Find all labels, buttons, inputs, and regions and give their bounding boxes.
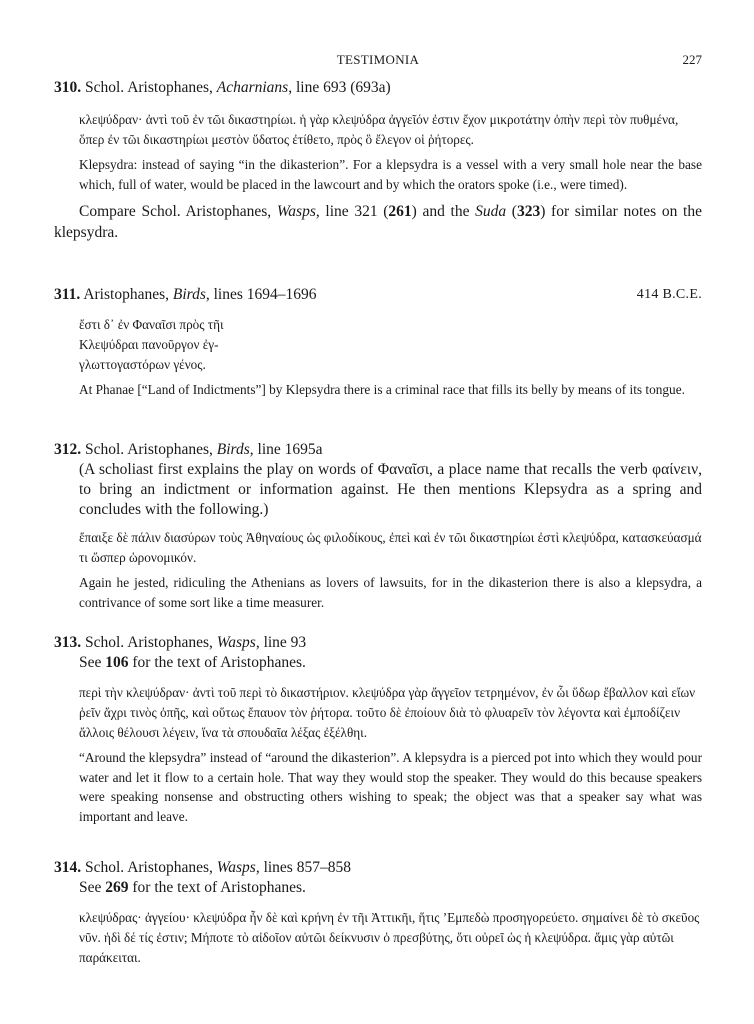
verse-line: ἔστι δ᾽ ἐν Φαναῖσι πρὸς τῆι xyxy=(79,317,224,332)
compare-text: ( xyxy=(506,203,517,220)
cross-reference: 269 xyxy=(105,879,129,896)
see-reference xyxy=(54,653,702,673)
entry-number: 314. xyxy=(54,859,82,876)
verse-line: Κλεψύδραι πανοῦργον ἐγ- xyxy=(79,337,219,352)
entry-heading xyxy=(54,633,702,653)
compare-text: Compare Schol. Aristophanes, xyxy=(79,203,277,220)
work-title: Birds xyxy=(216,441,250,458)
entry-title-suffix: , line 93 xyxy=(255,634,307,651)
translation-text: “Around the klepsydra” instead of “around the dikasterion”. A klepsydra is a pierced pot into which they would pour water and let it flow to a certain hole. That way they would stop the speaker. They would do this because speakers were speaking nonsense and obstructing others wishing to speak; the object was that a speaker say what was important and leave. xyxy=(79,750,702,824)
cross-reference: 106 xyxy=(105,654,129,671)
see-reference xyxy=(54,878,702,898)
work-title: Suda xyxy=(475,203,507,220)
greek-text: ἔπαιξε δὲ πάλιν διασύρων τοὺς Ἀθηναίους ὡς φιλοδίκους, ἐπεὶ καὶ ἐν τῶι δικαστηρίωι ἐστὶ κλεψύδρα, κατασκεύασμά τι ὥσπερ ὡρονομικόν. xyxy=(79,530,702,565)
entry-title-suffix: , lines 857–858 xyxy=(255,859,351,876)
editorial-note: (A scholiast first explains the play on words of Φαναῖσι, a place name that recalls the verb φαίνειν, to bring an indictment or information against. He then mentions Klepsydra as a spring and concludes with the following.) xyxy=(79,461,702,518)
entry-number: 311. xyxy=(54,286,81,303)
document-page xyxy=(54,0,702,1024)
entry-314 xyxy=(54,858,702,968)
work-title: Wasps xyxy=(216,634,256,651)
entry-heading xyxy=(54,78,702,98)
entry-310 xyxy=(54,78,702,243)
entry-312 xyxy=(54,440,702,612)
translation-text: Again he jested, ridiculing the Athenians as lovers of lawsuits, for in the dikasterion there is also a klepsydra, a contrivance of some sort like a time measurer. xyxy=(79,575,702,610)
entry-number: 310. xyxy=(54,79,82,96)
entry-heading xyxy=(54,858,702,878)
compare-text: , line 321 ( xyxy=(315,203,389,220)
work-title: Birds xyxy=(172,286,206,303)
running-head xyxy=(54,52,702,70)
greek-text: κλεψύδραν· ἀντὶ τοῦ ἐν τῶι δικαστηρίωι. ἡ γὰρ κλεψύδρα ἀγγεῖόν ἐστιν ἔχον μικροτάτην ὀπὴν περὶ τὸν πυθμένα, ὅπερ ἐν τῶι δικαστηρίωι μεστὸν ὕδατος ἐτίθετο, πρὸς ὃ ἔλεγον οἱ ῥήτορες. xyxy=(79,112,679,147)
entry-number: 312. xyxy=(54,441,82,458)
entry-heading xyxy=(54,440,702,460)
greek-verse xyxy=(54,315,702,375)
entry-311 xyxy=(54,285,702,400)
cross-reference: 261 xyxy=(388,203,412,220)
entry-title-prefix: Schol. Aristophanes, xyxy=(85,634,217,651)
compare-text: ) for similar notes on the klepsydra. xyxy=(54,203,702,241)
entry-title-suffix: , line 1695a xyxy=(249,441,323,458)
entry-title-prefix: Aristophanes, xyxy=(83,286,173,303)
entry-title-prefix: Schol. Aristophanes, xyxy=(85,79,217,96)
see-text: See xyxy=(79,879,106,896)
running-title: TESTIMONIA xyxy=(336,52,420,67)
work-title: Wasps xyxy=(216,859,256,876)
work-title: Acharnians xyxy=(216,79,289,96)
translation-text: At Phanae [“Land of Indictments”] by Klepsydra there is a criminal race that fills its belly by means of its tongue. xyxy=(79,382,685,397)
verse-line: γλωττογαστόρων γένος. xyxy=(79,357,206,372)
entry-title-suffix: , lines 1694–1696 xyxy=(205,286,317,303)
compare-note xyxy=(54,202,702,243)
entry-title-prefix: Schol. Aristophanes, xyxy=(85,859,217,876)
entry-title-prefix: Schol. Aristophanes, xyxy=(85,441,217,458)
translation-text: Klepsydra: instead of saying “in the dikasterion”. For a klepsydra is a vessel with a very small hole near the base which, full of water, would be placed in the lawcourt and by which the orators spoke (i.e., were timed). xyxy=(79,157,702,192)
entry-title-suffix: , line 693 (693a) xyxy=(288,79,391,96)
compare-text: ) and the xyxy=(411,203,476,220)
entry-heading xyxy=(54,285,702,305)
see-text: See xyxy=(79,654,106,671)
greek-text: κλεψύδρας· ἀγγείου· κλεψύδρα ἦν δὲ καὶ κρήνη ἐν τῆι Ἀττικῆι, ἥτις ’Εμπεδὼ προσηγορεύετο. σημαίνει δὲ τὸ σκεῦος νῦν. ἠδὶ δέ τίς ἐστιν; Μήποτε τὸ αἰδοῖον αὐτῶι δείκνυσιν ὁ πρεσβύτης, ὅτι οὐρεῖ ὡς ἡ κλεψύδρα. ἅμις γὰρ αὐτῶι παράκειται. xyxy=(79,910,700,965)
page-number: 227 xyxy=(682,52,702,67)
see-text: for the text of Aristophanes. xyxy=(128,879,306,896)
work-title: Wasps xyxy=(276,203,316,220)
see-text: for the text of Aristophanes. xyxy=(128,654,306,671)
cross-reference: 323 xyxy=(516,203,541,220)
greek-text: περὶ τὴν κλεψύδραν· ἀντὶ τοῦ περὶ τὸ δικαστήριον. κλεψύδρα γὰρ ἄγγεῖον τετρημένον, ἐν ὧι ὕδωρ ἔβαλλον καὶ εἴων ῥεῖν ἄχρι τινὸς ὀπῆς, καὶ οὕτως ἔπαυον τὸν ῥήτορα. τοῦτο δὲ ἐποίουν διὰ τὸ φλυαρεῖν τὸν λέγοντα καὶ ἐμποδίζειν ἄλλοις θέλουσι λέγειν, ἵνα τὰ σπουδαῖα λέξας ἐξέλθηι. xyxy=(79,685,696,740)
entry-313 xyxy=(54,633,702,826)
entry-number: 313. xyxy=(54,634,82,651)
date-label: 414 B.C.E. xyxy=(636,287,702,302)
